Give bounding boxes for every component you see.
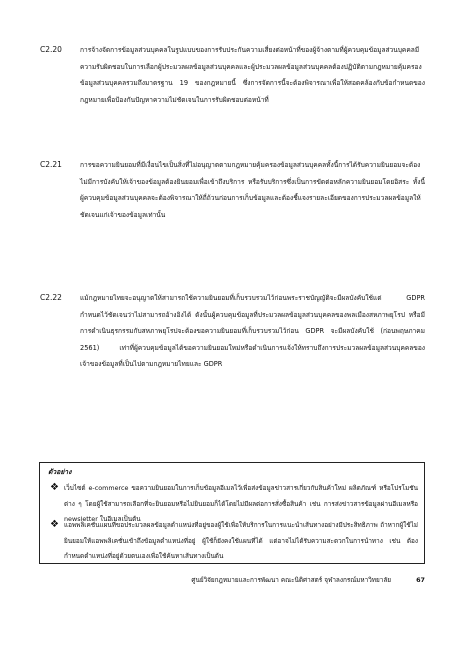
paragraph-text: แม้กฎหมายไทยจะอนุญาตให้สามารถใช้ความยินยอมที่เก็บรวบรวมไว้ก่อนพระราชบัญญัติจะมีผลบังคับใช้แต่ GDPR กำหนดไว้ชัดเจนว่าไม่สามารถอ้างอิงได้ ดังนั้นผู้ควบคุมข้อมูลที่ประมวลผลข้อมูลส่วนบุคคลของพลเมืองสหภาพยุโรป หรือมีการดำเนินธุรกรรมกับสหภาพยุโรปจะต้องขอความยินยอมที่เก็บรวบรวมไว้ก่อน GDPR จะมีผลบังคับใช้ (ก่อนพฤษภาคม 2561) เท่าที่ผู้ควบคุมข้อมูลได้ขอความยินยอมใหม่หรือดำเนินการแจ้งให้ทราบถึงการประมวลผลข้อมูลส่วนบุคคลของเจ้าของข้อมูลที่เป็นไปตามกฎหมายไทยและ GDPR — [80, 294, 425, 369]
paragraph-number: C2.22 — [40, 293, 62, 302]
paragraph-number: C2.21 — [40, 160, 62, 169]
example-box-title: ตัวอย่าง — [48, 468, 72, 476]
diamond-bullet-icon: ❖ — [50, 519, 59, 530]
page-number: 67 — [416, 576, 425, 584]
footer-text: ศูนย์วิจัยกฎหมายและการพัฒนา คณะนิติศาสตร์ จุฬาลงกรณ์มหาวิทยาลัย — [191, 576, 391, 584]
paragraph-number: C2.20 — [40, 45, 62, 54]
example-box — [39, 462, 425, 564]
example-item-text: เว็บไซต์ e-commerce ขอความยินยอมในการเก็บข้อมูลอีเมลไว้เพื่อส่งข้อมูลข่าวสารเกี่ยวกับสินค้าใหม่ ผลิตภัณฑ์ หรือโปรโมชันต่าง ๆ โดยผู้ใช้สามารถเลือกที่จะยินยอมหรือไม่ยินยอมก็ได้โดยไม่มีผลต่อการสั่งซื้อสินค้า เช่น การส่งข่าวสารข้อมูลผ่านอีเมลหรือ newsletter ในอีเมลเป็นต้น — [64, 484, 418, 523]
paragraph-text: การจ้างจัดการข้อมูลส่วนบุคคลในรูปแบบของการรับประกันความเสี่ยงต่อหน้าที่ของผู้จ้างตามที่ผู้ควบคุมข้อมูลส่วนบุคคลมีความรับผิดชอบในการเลือกผู้ประมวลผลข้อมูลส่วนบุคคลและผู้ประมวลผลข้อมูลส่วนบุคคลต้องปฏิบัติตามกฎหมายคุ้มครองข้อมูลส่วนบุคคลรวมถึงมาตรฐาน 19 ของกฎหมายนี้ ซึ่งการจัดการนี้จะต้องพิจารณาเพื่อให้สอดคล้องกับข้อกำหนดของกฎหมายเพื่อป้องกันปัญหาความไม่ชัดเจนในการรับผิดชอบต่อหน้าที่ — [80, 46, 425, 104]
page-footer — [155, 574, 425, 586]
paragraph-text: การขอความยินยอมที่มีเงื่อนไขเป็นสิ่งที่ไม่อนุญาตตามกฎหมายคุ้มครองข้อมูลส่วนบุคคลทั้งนี้การได้รับความยินยอมจะต้องไม่มีการบังคับให้เจ้าของข้อมูลต้องยินยอมเพื่อเข้าถึงบริการ หรือรับบริการซึ่งเป็นการขัดต่อหลักความยินยอมโดยอิสระ ทั้งนี้ผู้ควบคุมข้อมูลส่วนบุคคลจะต้องพิจารณาให้ถี่ถ้วนก่อนการเก็บข้อมูลและต้องชี้แจงรายละเอียดของการประมวลผลข้อมูลให้ชัดเจนแก่เจ้าของข้อมูลเท่านั้น — [80, 161, 425, 219]
example-item-text: แอพพลิเคชั่นแผนที่ขอประมวลผลข้อมูลตำแหน่งที่อยู่ของผู้ใช้เพื่อให้บริการในการแนะนำเส้นทางอย่างมีประสิทธิภาพ ถ้าหากผู้ใช้ไม่ยินยอมให้แอพพลิเคชั่นเข้าถึงข้อมูลตำแหน่งที่อยู่ ผู้ใช้ก็ยังคงใช้แผนที่ได้ แต่อาจไม่ได้รับความสะดวกในการนำทาง เช่น ต้องกำหนดตำแหน่งที่อยู่ด้วยตนเองเพื่อใช้ค้นหาเส้นทางเป็นต้น — [64, 521, 418, 560]
diamond-bullet-icon: ❖ — [50, 482, 59, 493]
